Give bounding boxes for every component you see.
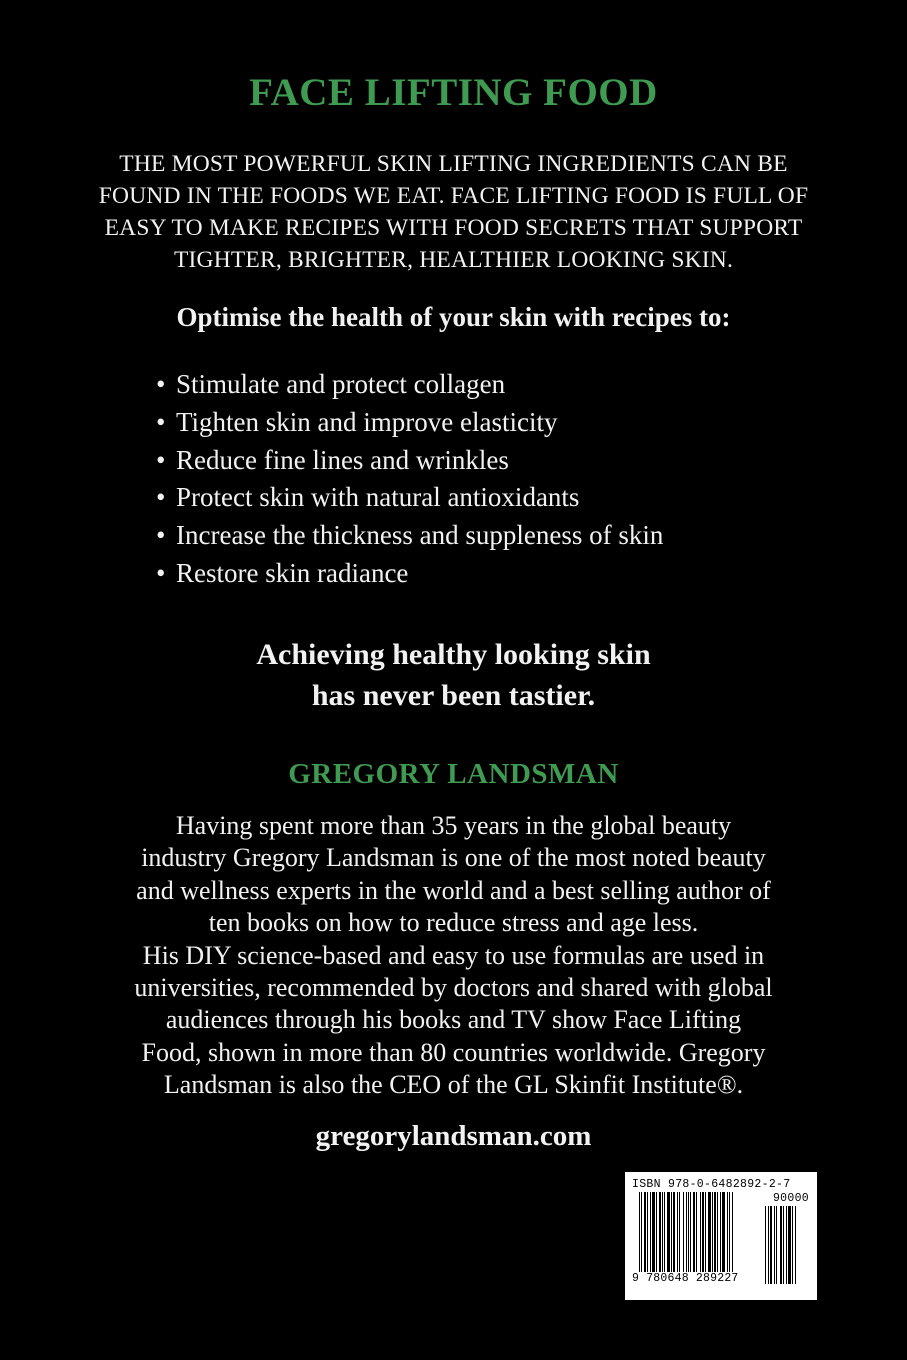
bullet-icon: • [156, 520, 166, 551]
price-code: 90000 [772, 1192, 809, 1205]
intro-paragraph: THE MOST POWERFUL SKIN LIFTING INGREDIENTS CAN BE FOUND IN THE FOODS WE EAT. FACE LIFTING FOOD IS FULL OF EASY TO MAKE RECIPES WITH FOOD SECRETS THAT SUPPORT TIGHTER, BRIGHTER, HEALTHIER LOOKING SKIN. [98, 151, 809, 273]
barcode-digits: 9 780648 289227 [632, 1272, 739, 1285]
benefits-list [156, 366, 663, 593]
bio-line: Landsman is also the CEO of the GL Skinfit Institute®. [163, 1070, 744, 1100]
list-item-text: Increase the thickness and suppleness of skin [176, 520, 664, 551]
list-item [156, 479, 663, 517]
bio-line: and wellness experts in the world and a best selling author of [136, 875, 771, 905]
bio-line: His DIY science-based and easy to use formulas are used in [142, 940, 765, 970]
list-item-text: Protect skin with natural antioxidants [176, 482, 580, 513]
list-item-text: Restore skin radiance [176, 557, 409, 588]
list-item [156, 442, 663, 480]
isbn-label: ISBN 978-0-6482892-2-7 [632, 1178, 791, 1191]
list-item [156, 555, 663, 593]
bio-line: Food, shown in more than 80 countries worldwide. Gregory [141, 1037, 766, 1067]
bio-line: universities, recommended by doctors and shared with global [134, 973, 773, 1003]
list-item [156, 366, 663, 404]
bullet-icon: • [156, 482, 166, 513]
isbn-barcode [625, 1172, 817, 1300]
bio-line: audiences through his books and TV show Face Lifting [165, 1005, 742, 1035]
price-barcode-bars-icon [765, 1206, 809, 1284]
list-item-text: Tighten skin and improve elasticity [176, 406, 558, 437]
bio-line: Having spent more than 35 years in the global beauty [175, 811, 732, 840]
list-item [156, 517, 663, 555]
barcode-bars-icon [639, 1192, 757, 1284]
tagline [0, 634, 907, 716]
bullet-icon: • [156, 369, 166, 399]
author-bio [40, 810, 867, 1102]
list-item-text: Stimulate and protect collagen [176, 369, 506, 399]
website-url: gregorylandsman.com [315, 1120, 592, 1152]
book-title: FACE LIFTING FOOD [249, 71, 658, 114]
bio-line: ten books on how to reduce stress and age less. [208, 908, 699, 938]
tagline-line: has never been tastier. [311, 679, 596, 712]
bio-line: industry Gregory Landsman is one of the most noted beauty [141, 843, 766, 873]
list-item [156, 404, 663, 442]
tagline-line: Achieving healthy looking skin [256, 638, 651, 671]
author-name: GREGORY LANDSMAN [288, 758, 619, 790]
bullet-icon: • [156, 444, 166, 475]
list-item-text: Reduce fine lines and wrinkles [176, 444, 509, 475]
bullet-icon: • [156, 557, 166, 588]
optimise-heading: Optimise the health of your skin with recipes to: [176, 302, 731, 332]
bullet-icon: • [156, 406, 166, 437]
